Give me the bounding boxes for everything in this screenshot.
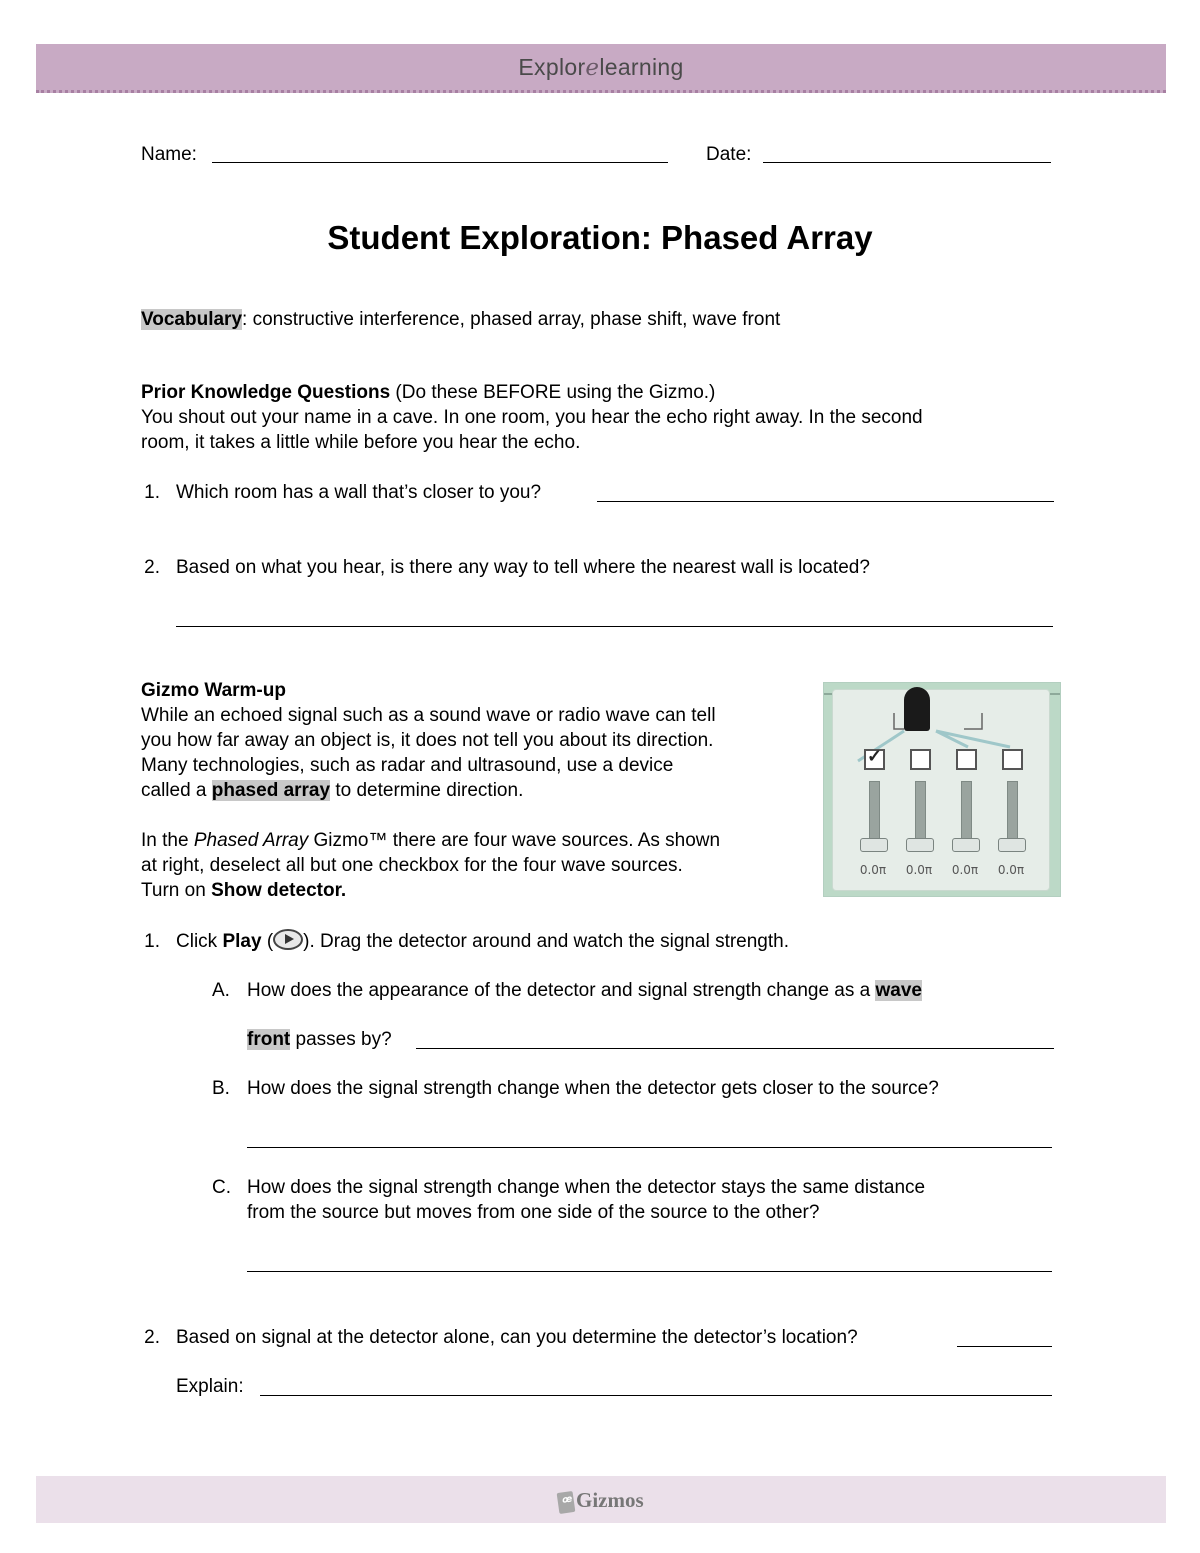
prior-heading-note: (Do these BEFORE using the Gizmo.) [390, 382, 716, 403]
warmup-q2-number: 2. [144, 1327, 160, 1348]
warmup-p1-line1: While an echoed signal such as a sound wave or radio wave can tell [141, 705, 716, 726]
phase-value-4: 0.0π [997, 863, 1025, 877]
play-icon [273, 929, 303, 950]
warmup-q1-text: Click Play ( ). Drag the detector around and watch the signal strength. [176, 931, 790, 952]
vocabulary-line [141, 307, 780, 332]
warmup-p2-line3: Turn on Show detector. [141, 880, 347, 901]
prior-q2-number: 2. [144, 557, 160, 578]
warmup-qC-text2: from the source but moves from one side of the source to the other? [247, 1202, 820, 1223]
warmup-qB-answer[interactable] [247, 1147, 1052, 1148]
prior-q1-text: Which room has a wall that’s closer to you? [176, 482, 542, 503]
prior-intro-1: You shout out your name in a cave. In one room, you hear the echo right away. In the second [141, 407, 923, 428]
warmup-q2-explain-answer[interactable] [260, 1395, 1052, 1396]
warmup-qB-text: How does the signal strength change when the detector gets closer to the source? [247, 1078, 939, 1099]
phase-slider-handle-3[interactable] [952, 838, 980, 852]
source-checkbox-2[interactable] [910, 749, 931, 770]
warmup-p1-line4: called a phased array to determine direction. [141, 780, 524, 801]
vocabulary-label: Vocabulary [141, 309, 243, 330]
gizmos-logo: ꟹ Gizmos [36, 1488, 1166, 1513]
warmup-q2-text: Based on signal at the detector alone, can you determine the detector’s location? [176, 1327, 858, 1348]
prior-intro-2: room, it takes a little while before you hear the echo. [141, 432, 581, 453]
term-front: front [247, 1029, 291, 1050]
prior-heading-line [141, 380, 715, 405]
phase-slider-handle-4[interactable] [998, 838, 1026, 852]
warmup-q1-number: 1. [144, 931, 160, 952]
detector-icon[interactable] [904, 687, 930, 731]
warmup-qA-letter: A. [212, 980, 230, 1001]
warmup-qC-text1: How does the signal strength change when the detector stays the same distance [247, 1177, 926, 1198]
warmup-qA-text: How does the appearance of the detector and signal strength change as a wave [247, 980, 922, 1001]
prior-heading: Prior Knowledge Questions [141, 382, 391, 403]
date-field[interactable] [763, 162, 1051, 163]
phase-slider-track-1[interactable] [869, 781, 880, 843]
header-band [36, 44, 1166, 93]
prior-q1-number: 1. [144, 482, 160, 503]
phase-value-1: 0.0π [859, 863, 887, 877]
warmup-q2-explain-label: Explain: [176, 1376, 244, 1397]
phase-slider-handle-1[interactable] [860, 838, 888, 852]
prior-q2-text: Based on what you hear, is there any way to tell where the nearest wall is located? [176, 557, 870, 578]
phase-slider-track-3[interactable] [961, 781, 972, 843]
warmup-qC-letter: C. [212, 1177, 231, 1198]
warmup-qB-letter: B. [212, 1078, 230, 1099]
warmup-qA-answer[interactable] [416, 1048, 1054, 1049]
page-title: Student Exploration: Phased Array [327, 219, 873, 256]
phase-slider-track-4[interactable] [1007, 781, 1018, 843]
footer-band [36, 1476, 1166, 1523]
warmup-q2-answer[interactable] [957, 1346, 1052, 1347]
prior-q1-answer[interactable] [597, 501, 1054, 502]
name-label: Name: [141, 144, 197, 165]
term-phased-array: phased array [211, 780, 331, 801]
warmup-p1-line2: you how far away an object is, it does not tell you about its direction. [141, 730, 714, 751]
name-field[interactable] [212, 162, 668, 163]
warmup-heading: Gizmo Warm-up [141, 680, 286, 701]
gizmo-wave-source-panel [823, 682, 1061, 897]
explorelearning-logo: Explorelearning [518, 54, 684, 81]
vocabulary-text: : constructive interference, phased array, phase shift, wave front [242, 309, 781, 330]
warmup-p1-line3: Many technologies, such as radar and ultrasound, use a device [141, 755, 674, 776]
phase-slider-handle-2[interactable] [906, 838, 934, 852]
warmup-p2-line2: at right, deselect all but one checkbox for the four wave sources. [141, 855, 683, 876]
date-label: Date: [706, 144, 752, 165]
gizmos-mark-icon: ꟹ [557, 1491, 575, 1514]
source-checkbox-3[interactable] [956, 749, 977, 770]
source-checkbox-1[interactable] [864, 746, 885, 770]
phase-value-2: 0.0π [905, 863, 933, 877]
warmup-qC-answer[interactable] [247, 1271, 1052, 1272]
checkmark-icon: ✓ [867, 746, 883, 766]
source-checkbox-4[interactable] [1002, 749, 1023, 770]
prior-q2-answer[interactable] [176, 626, 1053, 627]
warmup-qA-text2: front passes by? [247, 1029, 392, 1050]
term-wave: wave [875, 980, 922, 1001]
phase-slider-track-2[interactable] [915, 781, 926, 843]
phase-value-3: 0.0π [951, 863, 979, 877]
warmup-p2-line1: In the Phased Array Gizmo™ there are four wave sources. As shown [141, 830, 721, 851]
